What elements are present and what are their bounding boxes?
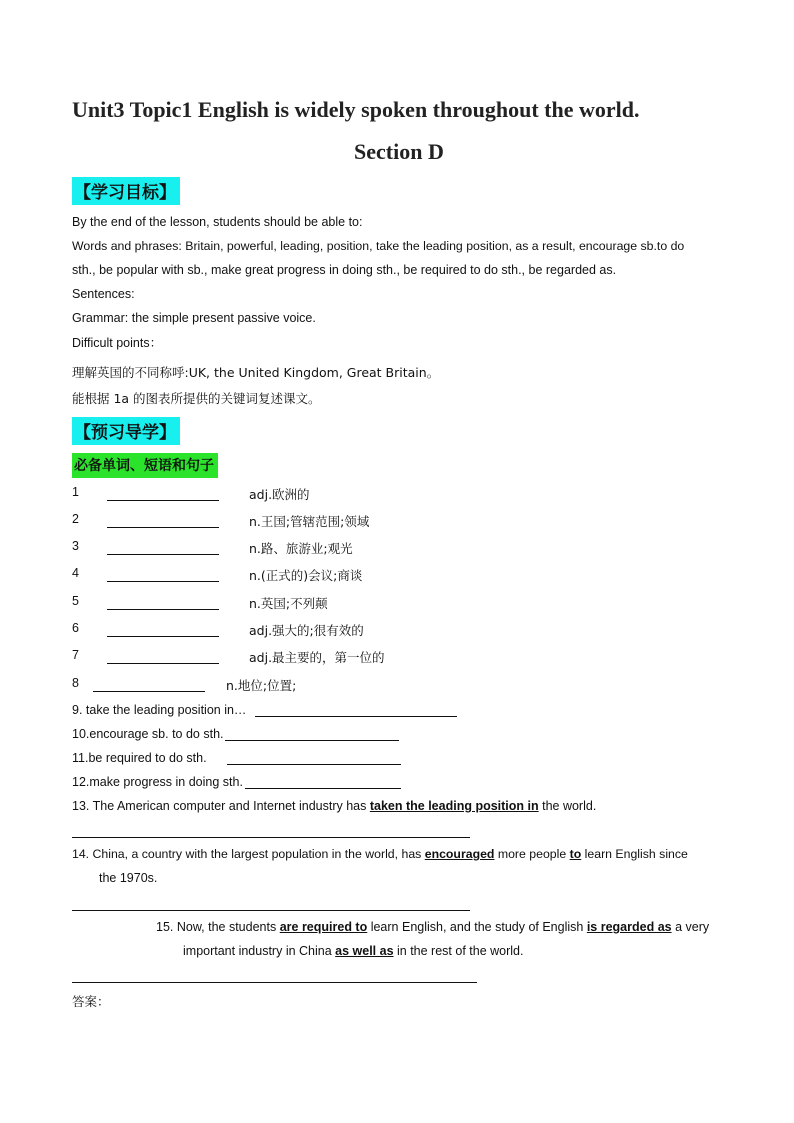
sentence-15-key-phrase-3: as well as bbox=[335, 944, 394, 958]
vocab-meaning: n.(正式的)会议;商谈 bbox=[249, 568, 363, 583]
vocab-meaning: n.地位;位置; bbox=[226, 678, 297, 693]
difficult-point-2: 能根据 1a 的图表所提供的关键词复述课文。 bbox=[72, 391, 321, 406]
sentence-15-text: 15. Now, the students bbox=[156, 920, 280, 934]
vocab-blank[interactable] bbox=[107, 635, 219, 637]
phrase-blank[interactable] bbox=[227, 763, 401, 765]
vocab-number: 5 bbox=[72, 594, 79, 608]
grammar-line: Grammar: the simple present passive voice. bbox=[72, 311, 316, 325]
sentence-14-key-word-2: to bbox=[569, 847, 582, 861]
sentence-14-text-end: learn English since bbox=[581, 847, 688, 861]
sentence-15-line2-end: in the rest of the world. bbox=[393, 944, 524, 958]
objectives-heading: 【学习目标】 bbox=[72, 177, 180, 205]
vocab-number: 8 bbox=[72, 676, 79, 690]
vocab-blank[interactable] bbox=[93, 690, 205, 692]
sentence-15-line2 bbox=[183, 943, 523, 959]
sentence-13-text-end: the world. bbox=[538, 799, 597, 813]
sentence-13-key-phrase: taken the leading position in bbox=[369, 799, 539, 813]
sentence-15-text-mid: learn English, and the study of English bbox=[367, 920, 587, 934]
vocab-blank[interactable] bbox=[107, 608, 219, 610]
words-phrases-line1: Words and phrases: Britain, powerful, leading, position, take the leading position, as a result, encourage sb.to do bbox=[72, 239, 685, 253]
vocab-number: 7 bbox=[72, 648, 79, 662]
phrase-blank[interactable] bbox=[245, 787, 401, 789]
vocab-number: 2 bbox=[72, 512, 79, 526]
vocab-meaning: adj.欧洲的 bbox=[249, 487, 310, 502]
vocab-meaning: adj.强大的;很有效的 bbox=[249, 623, 364, 638]
page-subtitle: Section D bbox=[354, 139, 444, 164]
phrase-item: 9. take the leading position in… bbox=[72, 703, 247, 717]
objectives-intro: By the end of the lesson, students should be able to: bbox=[72, 215, 363, 229]
vocab-meaning: n.英国;不列颠 bbox=[249, 596, 328, 611]
answer-line[interactable] bbox=[72, 836, 470, 838]
difficult-point-1: 理解英国的不同称呼:UK, the United Kingdom, Great Britain。 bbox=[72, 365, 440, 380]
sentence-13 bbox=[72, 798, 596, 814]
sentences-label: Sentences: bbox=[72, 287, 135, 301]
sentence-14-key-word: encouraged bbox=[424, 847, 495, 861]
difficult-points-label: Difficult points： bbox=[72, 336, 163, 350]
words-phrases-line2: sth., be popular with sb., make great progress in doing sth., be required to do sth., be regarded as. bbox=[72, 263, 617, 277]
sentence-15-text-end: a very bbox=[671, 920, 710, 934]
sentence-14-text: 14. China, a country with the largest population in the world, has bbox=[72, 847, 425, 861]
vocab-subheading: 必备单词、短语和句子 bbox=[72, 453, 218, 478]
vocab-meaning: n.路、旅游业;观光 bbox=[249, 541, 353, 556]
vocab-blank[interactable] bbox=[107, 499, 219, 501]
answer-label: 答案： bbox=[72, 994, 110, 1009]
vocab-meaning: adj.最主要的，第一位的 bbox=[249, 650, 385, 665]
preview-heading: 【预习导学】 bbox=[72, 417, 180, 445]
vocab-blank[interactable] bbox=[107, 580, 219, 582]
answer-line[interactable] bbox=[72, 909, 470, 911]
page-title: Unit3 Topic1 English is widely spoken throughout the world. bbox=[72, 97, 640, 122]
sentence-15 bbox=[156, 919, 709, 935]
vocab-number: 3 bbox=[72, 539, 79, 553]
phrase-blank[interactable] bbox=[225, 739, 399, 741]
sentence-15-key-phrase: are required to bbox=[279, 920, 368, 934]
vocab-blank[interactable] bbox=[107, 526, 219, 528]
vocab-meaning: n.王国;管辖范围;领域 bbox=[249, 514, 370, 529]
answer-line[interactable] bbox=[72, 981, 477, 983]
phrase-blank[interactable] bbox=[255, 715, 457, 717]
phrase-item: 11.be required to do sth. bbox=[72, 751, 207, 765]
phrase-item: 12.make progress in doing sth. bbox=[72, 775, 243, 789]
sentence-14 bbox=[72, 846, 688, 862]
sentence-14-line2: the 1970s. bbox=[99, 871, 158, 885]
sentence-14-text-mid: more people bbox=[494, 847, 570, 861]
vocab-number: 1 bbox=[72, 485, 79, 499]
phrase-item: 10.encourage sb. to do sth. bbox=[72, 727, 224, 741]
vocab-number: 6 bbox=[72, 621, 79, 635]
vocab-blank[interactable] bbox=[107, 553, 219, 555]
sentence-15-line2-text: important industry in China bbox=[183, 944, 336, 958]
vocab-blank[interactable] bbox=[107, 662, 219, 664]
vocab-number: 4 bbox=[72, 566, 79, 580]
sentence-13-text: 13. The American computer and Internet industry has bbox=[72, 799, 370, 813]
sentence-15-key-phrase-2: is regarded as bbox=[586, 920, 672, 934]
